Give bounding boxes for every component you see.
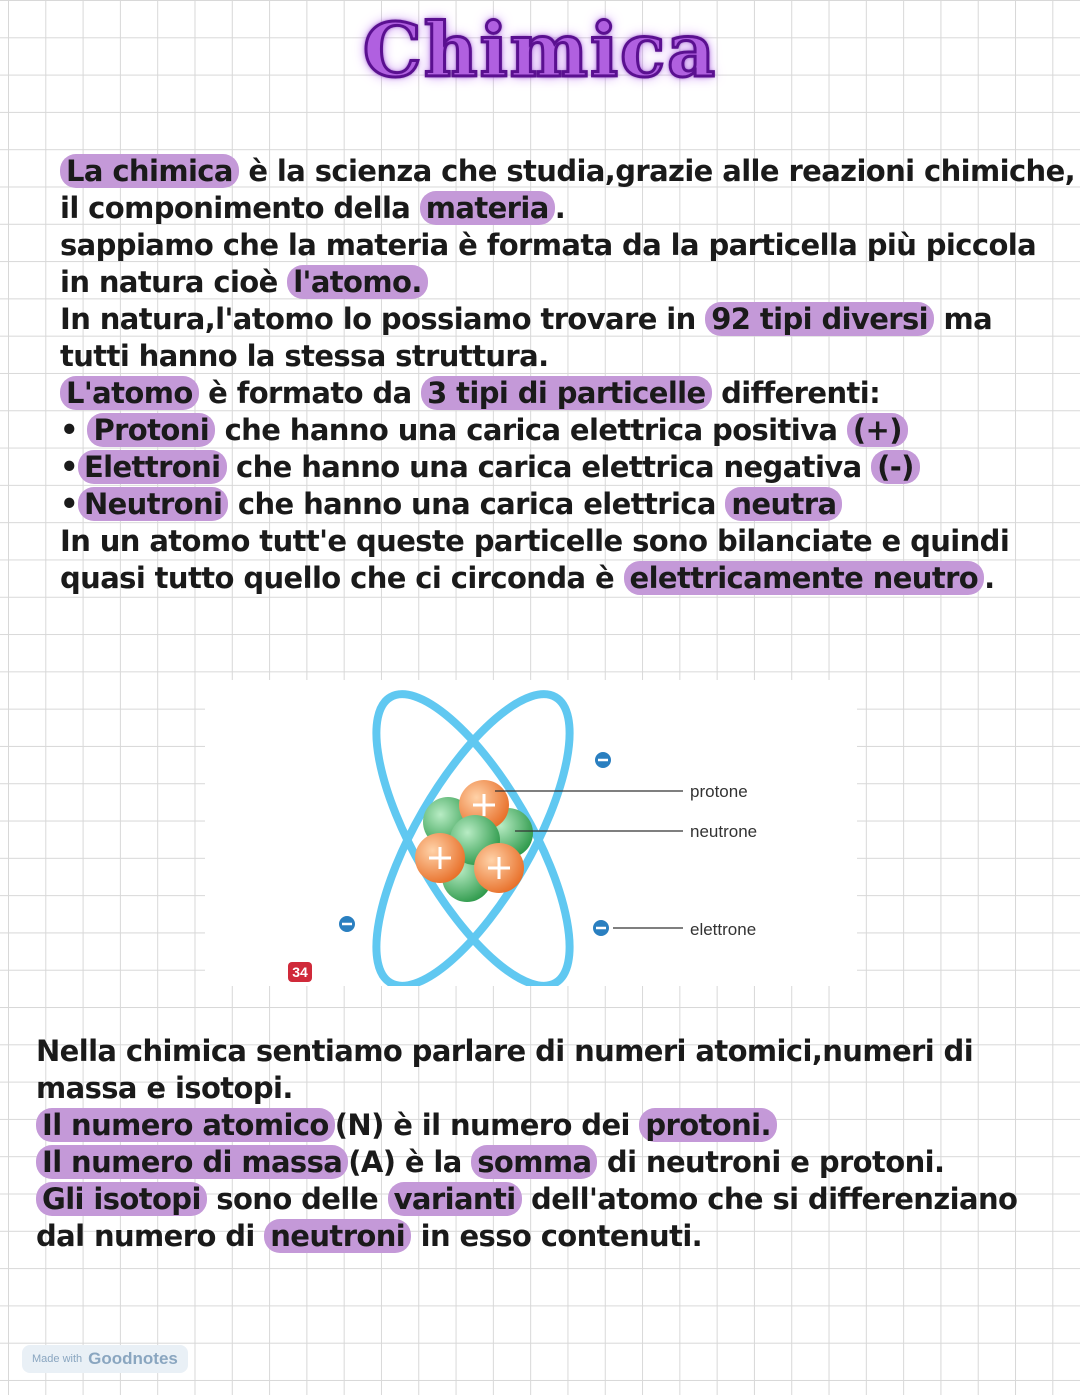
- text-segment: sappiamo che la materia è formata da la particella più piccola: [60, 228, 1037, 262]
- highlighted-term: neutroni: [264, 1219, 411, 1253]
- text-line: [60, 412, 1075, 449]
- atom-illustration: [205, 680, 857, 986]
- text-line: [36, 1218, 1017, 1255]
- text-segment: dal numero di: [36, 1219, 265, 1253]
- text-segment: in natura cioè: [60, 265, 288, 299]
- text-segment: dell'atomo che si differenziano: [521, 1182, 1018, 1216]
- highlighted-term: elettricamente neutro: [624, 561, 985, 595]
- atom-diagram: [205, 680, 857, 986]
- highlighted-term: protoni.: [639, 1108, 777, 1142]
- text-segment: massa e isotopi.: [36, 1071, 293, 1105]
- text-line: [60, 523, 1075, 560]
- electron: [594, 751, 612, 769]
- text-segment: ma: [934, 302, 993, 336]
- text-segment: In un atomo tutt'e queste particelle sono bilanciate e quindi: [60, 524, 1010, 558]
- text-segment: è formato da: [198, 376, 422, 410]
- text-line: [60, 301, 1075, 338]
- text-line: [60, 153, 1075, 190]
- text-segment: di neutroni e protoni.: [597, 1145, 945, 1179]
- text-segment: il componimento della: [60, 191, 420, 225]
- isotopes-paragraph: [36, 1033, 1017, 1255]
- text-line: [36, 1144, 1017, 1181]
- text-line: [60, 486, 1075, 523]
- text-segment: che hanno una carica elettrica: [228, 487, 726, 521]
- text-line: [60, 375, 1075, 412]
- text-line: [60, 264, 1075, 301]
- text-segment: (N) è il numero dei: [334, 1108, 640, 1142]
- highlighted-term: 92 tipi diversi: [705, 302, 934, 336]
- highlighted-term: Elettroni: [78, 450, 227, 484]
- figure-number-badge: 34: [288, 962, 312, 982]
- text-segment: •: [60, 450, 78, 484]
- electron: [338, 915, 356, 933]
- text-segment: che hanno una carica elettrica positiva: [215, 413, 847, 447]
- text-line: [60, 560, 1075, 597]
- text-line: [60, 227, 1075, 264]
- text-line: [36, 1070, 1017, 1107]
- text-segment: che hanno una carica elettrica negativa: [226, 450, 872, 484]
- text-segment: .: [984, 561, 995, 595]
- electron: [592, 919, 610, 937]
- highlighted-term: (-): [871, 450, 920, 484]
- highlighted-term: materia: [420, 191, 555, 225]
- text-segment: Nella chimica sentiamo parlare di numeri atomici,numeri di: [36, 1034, 974, 1068]
- page-title: Chimica: [362, 8, 718, 94]
- text-line: [60, 449, 1075, 486]
- text-line: [36, 1107, 1017, 1144]
- highlighted-term: somma: [471, 1145, 597, 1179]
- text-segment: •: [60, 413, 88, 447]
- text-segment: differenti:: [711, 376, 881, 410]
- text-line: [60, 338, 1075, 375]
- text-segment: .: [554, 191, 566, 225]
- watermark-prefix: Made with: [32, 1353, 83, 1365]
- label-protone: protone: [690, 782, 748, 801]
- text-segment: (A) è la: [348, 1145, 472, 1179]
- highlighted-term: 3 tipi di particelle: [421, 376, 712, 410]
- intro-paragraph: [60, 153, 1075, 597]
- highlighted-term: Il numero atomico: [36, 1108, 335, 1142]
- label-elettrone: elettrone: [690, 920, 757, 939]
- highlighted-term: l'atomo.: [287, 265, 428, 299]
- text-line: [36, 1181, 1017, 1218]
- watermark-brand: Goodnotes: [88, 1349, 178, 1368]
- text-segment: sono delle: [206, 1182, 388, 1216]
- text-segment: tutti hanno la stessa struttura.: [60, 339, 549, 373]
- text-segment: •: [60, 487, 78, 521]
- text-segment: è la scienza che studia,grazie alle reazioni chimiche,: [238, 154, 1076, 188]
- highlighted-term: neutra: [725, 487, 842, 521]
- text-segment: quasi tutto quello che ci circonda è: [60, 561, 624, 595]
- highlighted-term: Il numero di massa: [36, 1145, 348, 1179]
- highlighted-term: L'atomo: [60, 376, 199, 410]
- text-line: [36, 1033, 1017, 1070]
- label-neutrone: neutrone: [690, 822, 758, 841]
- highlighted-term: Gli isotopi: [36, 1182, 207, 1216]
- text-segment: in esso contenuti.: [411, 1219, 703, 1253]
- text-line: [60, 190, 1075, 227]
- highlighted-term: varianti: [388, 1182, 522, 1216]
- highlighted-term: La chimica: [60, 154, 239, 188]
- highlighted-term: Protoni: [87, 413, 215, 447]
- highlighted-term: Neutroni: [78, 487, 228, 521]
- highlighted-term: (+): [847, 413, 908, 447]
- text-segment: In natura,l'atomo lo possiamo trovare in: [60, 302, 706, 336]
- goodnotes-watermark: [22, 1345, 188, 1373]
